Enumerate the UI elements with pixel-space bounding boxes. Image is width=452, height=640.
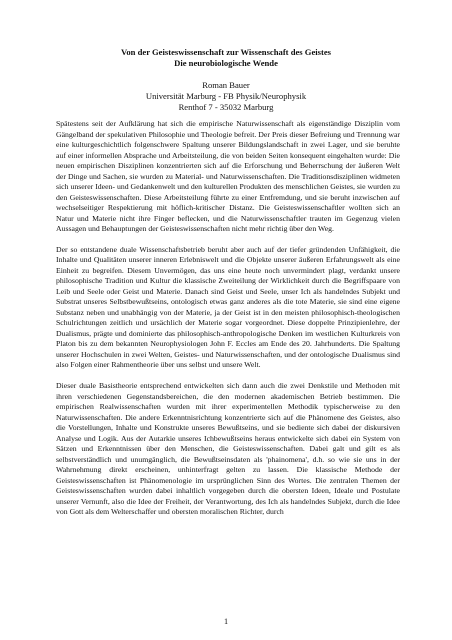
document-title: Von der Geisteswissenschaft zur Wissenschaft des Geistes xyxy=(120,47,332,57)
title-block xyxy=(0,47,452,69)
paragraph: Der so entstandene duale Wissenschaftsbetrieb beruht aber auch auf der tiefer gründenden Unfähigkeit, die Inhalte und Qualitäten unserer inneren Erlebniswelt und die Objekte unserer äußeren Erfahrungswelt als eine Einheit zu begreifen. Diesem Unvermögen, das uns eine heute noch unvermindert plagt, verdankt unsere philosophische Tradition und Kultur die klassische Zweiteilung der Wirklichkeit durch die Begriffspaare von Leib und Seele oder Geist und Materie. Danach sind Geist und Seele, unser Ich als handelndes Subjekt und Substrat unseres Selbstbewußtseins, ontologisch etwas ganz anderes als die tote Materie, sie sind eine eigene Substanz neben und unabhängig von der Materie, ja der Geist ist in den meisten philosophisch-theologischen Schulrichtungen zeitlich und ursächlich der Materie sogar vorgeordnet. Diese doppelte Prinzipienlehre, der Dualismus, prägte und dominierte das philosophisch-anthropologische Denken im westlichen Kulturkreis von Platon bis zu dem bekannten Neurophysiologen John F. Eccles am Ende des 20. Jahrhunderts. Die Spaltung unserer Hochschulen in zwei Welten, Geistes- und Naturwissenschaften, und der ontologische Dualismus sind also Folgen einer Rahmentheorie über uns selbst und unsere Welt. xyxy=(56,244,400,370)
document-subtitle: Die neurobiologische Wende xyxy=(174,58,278,68)
author-block xyxy=(0,80,452,113)
author-address: Renthof 7 - 35032 Marburg xyxy=(178,102,274,112)
page-number: 1 xyxy=(223,617,229,626)
author-affiliation: Universität Marburg - FB Physik/Neurophysik xyxy=(145,91,307,101)
paragraph: Dieser duale Basistheorie entsprechend entwickelten sich dann auch die zwei Denkstile und Methoden mit ihren verschiedenen Gegenstandsbereichen, die den modernen akademischen Betrieb bestimmen. Die empirischen Realwissenschaften wurden mit ihrer experimentellen Methodik typischerweise zu den Naturwissenschaften. Die andere Erkenntnisrichtung konzentrierte sich auf die Phänomene des Geistes, also die Vorstellungen, Inhalte und Konstrukte unseres Bewußtseins, und sie bediente sich dabei der diskursiven Analyse und Logik. Aus der Autarkie unseres Ichbewußtseins heraus entwickelte sich dabei ein System von Sätzen und Erkenntnissen über den Menschen, die Geisteswissenschaften. Dabei galt und gilt es als selbstverständlich und unumgänglich, die Bewußtseinsdaten als 'phainomena', d.h. so wie sie uns in der Wahrnehmung direkt erscheinen, unhinterfragt gelten zu lassen. Die klassische Methode der Geisteswissenschaften ist Phänomenologie im ursprünglichen Sinn des Wortes. Die zentralen Themen der Geisteswissenschaften wurden dabei inhaltlich vorgegeben durch die obersten Ideen, Ideale und Postulate unserer Vernunft, also die Idee der Freiheit, der Verantwortung, des Ich als handelndes Subjekt, durch die Idee von Gott als dem Welterschaffer und obersten moralischen Richter, durch xyxy=(56,381,400,517)
body-text xyxy=(56,119,400,528)
author-name: Roman Bauer xyxy=(202,80,250,90)
paragraph: Spätestens seit der Aufklärung hat sich die empirische Naturwissenschaft als eigenständige Disziplin vom Gängelband der spekulativen Philosophie und Theologie befreit. Der Preis dieser Befreiung und Trennung war eine kulturgeschichtlich folgenschwere Spaltung unserer Bildungslandschaft in zwei Lager, und sie beruhte auf einer informellen Absprache und Arbeitsteilung, die von beiden Seiten konsequent eingehalten wurde: Die neuen empirischen Disziplinen konzentrierten sich auf die Erforschung und Beherrschung der äußeren Welt der Dinge und Sachen, sie wurden zu Material- und Naturwissenschaften. Die Traditionsdisziplinen widmeten sich unserer Ideen- und Gedankenwelt und den kulturellen Produkten des menschlichen Geistes, sie wurden zu den Geisteswissenschaften. Diese Arbeitsteilung führte zu einer Entfremdung, und sie beruht inzwischen auf wechselseitiger Respektierung mit höflich-kritischer Distanz. Die Geisteswissenschaftler wollten sich an Natur und Materie nicht ihre Finger beflecken, und die Naturwissenschaftler trauten im Gegenzug vielen Aussagen und Behauptungen der Geisteswissenschaften nicht mehr richtig über den Weg. xyxy=(56,119,400,233)
